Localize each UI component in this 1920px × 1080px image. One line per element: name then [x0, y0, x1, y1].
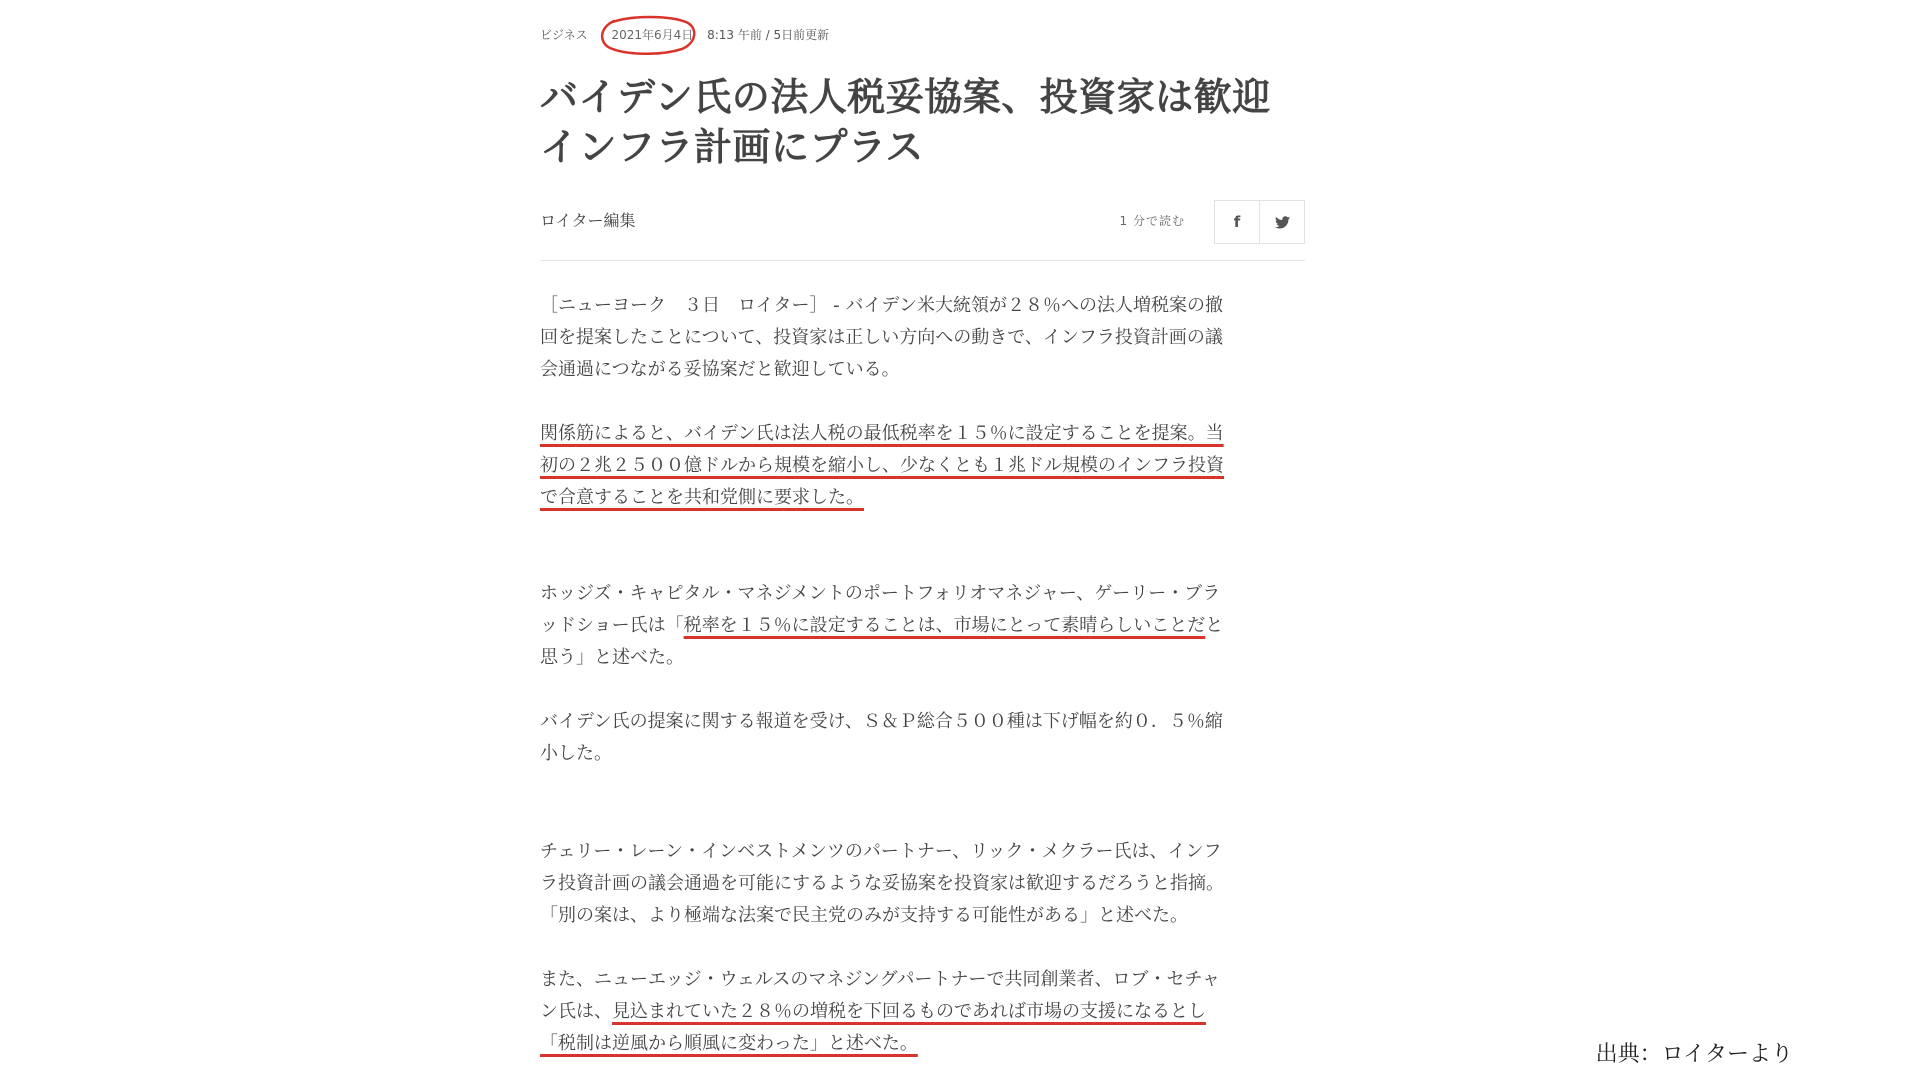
article-body [540, 290, 1305, 1054]
p3-line-3: 思う」と述べた。 [540, 647, 684, 668]
share-buttons [1214, 200, 1305, 244]
article-meta [540, 26, 839, 43]
paragraph-4 [540, 706, 1305, 770]
p2-line-1: 関係筋によると、バイデン氏は法人税の最低税率を１５％に設定することを提案。当 [540, 423, 1224, 444]
p4-line-1: バイデン氏の提案に関する報道を受け、Ｓ＆Ｐ総合５００種は下げ幅を約０．５％縮 [540, 711, 1223, 732]
p6-line-2 [540, 996, 1305, 1028]
p3-line-2-end: と [1205, 615, 1224, 636]
p5-line-3: 「別の案は、より極端な法案で民主党のみが支持する可能性がある」と述べた。 [540, 905, 1188, 926]
paragraph-6 [540, 964, 1305, 1060]
category-label[interactable]: ビジネス [540, 28, 588, 42]
p2-line-3: で合意することを共和党側に要求した。 [540, 487, 864, 508]
facebook-share-button[interactable] [1215, 201, 1259, 243]
p6-line-2-start: ン氏は、 [540, 1001, 612, 1022]
publish-time: 8:13 午前 / 5日前更新 [707, 28, 830, 42]
publish-date: 2021年6月4日 [611, 28, 694, 42]
p3-line-2 [540, 610, 1305, 642]
byline-bar [540, 200, 1305, 261]
source-note: 出典：ロイターより [1595, 1042, 1793, 1067]
p2-line-2: 初の２兆２５００億ドルから規模を縮小し、少なくとも１兆ドル規模のインフラ投資 [540, 455, 1224, 476]
read-time: 1 分で読む [1119, 214, 1185, 228]
p3-line-1: ホッジズ・キャピタル・マネジメントのポートフォリオマネジャー、ゲーリー・ブラ [540, 583, 1221, 604]
p6-underlined-text: 見込まれていた２８％の増税を下回るものであれば市場の支援になるとし [612, 1001, 1206, 1022]
p4-line-2: 小した。 [540, 743, 612, 764]
facebook-icon: f [1233, 213, 1241, 231]
p1-line-1: ［ニューヨーク ３日 ロイター］ - バイデン米大統領が２８％への法人増税案の撤 [540, 295, 1224, 316]
p1-line-3: 会通過につながる妥協案だと歓迎している。 [540, 359, 900, 380]
twitter-share-button[interactable] [1259, 201, 1304, 243]
p5-line-2: ラ投資計画の議会通過を可能にするような妥協案を投資家は歓迎するだろうと指摘。 [540, 873, 1224, 894]
paragraph-2 [540, 418, 1305, 514]
headline [540, 72, 1305, 172]
twitter-icon [1275, 216, 1290, 229]
author: ロイター編集 [540, 211, 636, 230]
paragraph-5 [540, 836, 1305, 932]
p3-line-2-start: ッドショー氏は「 [540, 615, 684, 636]
p1-line-2: 回を提案したことについて、投資家は正しい方向への動きで、インフラ投資計画の議 [540, 327, 1223, 348]
paragraph-3 [540, 578, 1305, 674]
p6-line-1: また、ニューエッジ・ウェルスのマネジングパートナーで共同創業者、ロブ・セチャ [540, 969, 1220, 990]
paragraph-1 [540, 290, 1305, 386]
headline-line-1: バイデン氏の法人税妥協案、投資家は歓迎 [540, 75, 1271, 119]
p6-line-3: 「税制は逆風から順風に変わった」と述べた。 [540, 1033, 918, 1054]
p3-quote-underlined: 税率を１５％に設定することは、市場にとって素晴らしいことだ [683, 615, 1206, 636]
headline-line-2: インフラ計画にプラス [540, 125, 924, 169]
p5-line-1: チェリー・レーン・インベストメンツのパートナー、リック・メクラー氏は、インフ [540, 841, 1222, 862]
